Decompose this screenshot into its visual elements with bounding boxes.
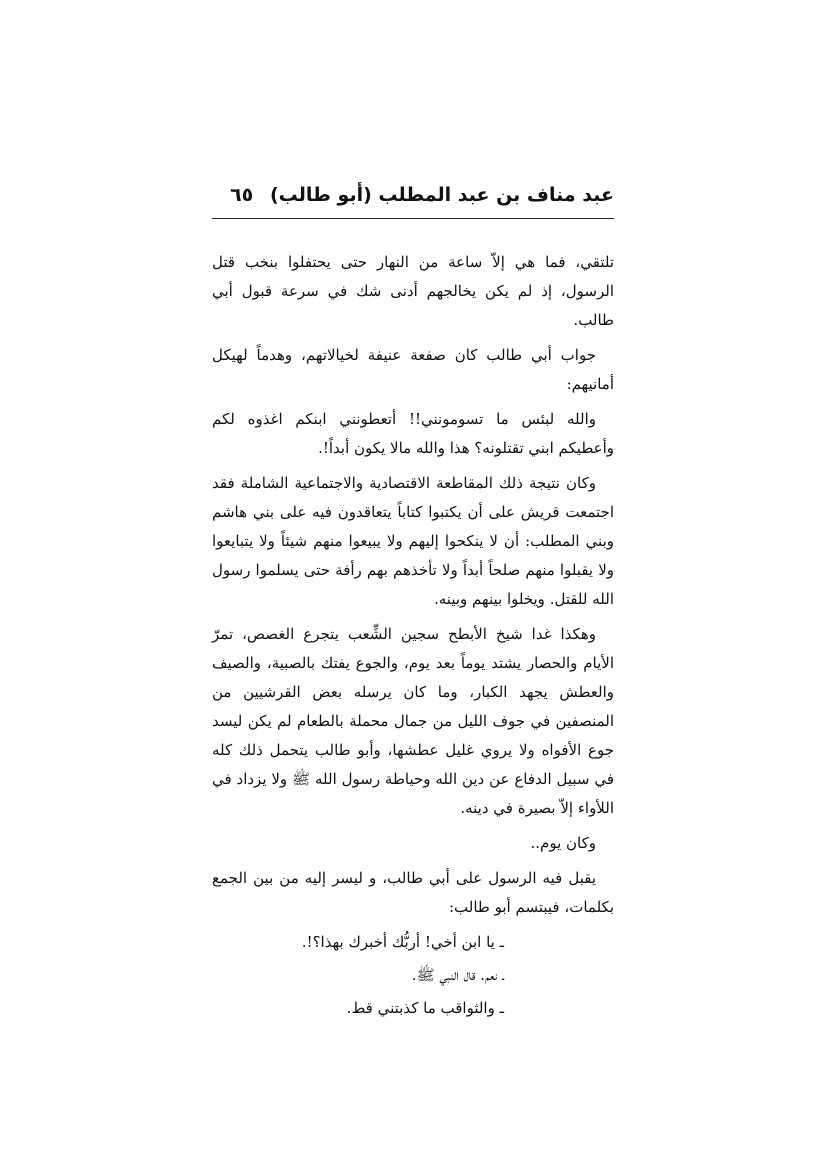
page-number: ٦٥ (230, 184, 254, 206)
page-body (212, 248, 614, 1027)
paragraph: تلتقي، فما هي إلاّ ساعة من النهار حتى يحتفلوا بنخب قتل الرسول، إذ لم يكن يخالجهم أدنى شك في سرعة قبول أبي طالب. (212, 253, 614, 329)
page-header (212, 182, 614, 219)
dialogue-line: ـ نعم. قال النبي ﷺ. (411, 966, 504, 984)
paragraph: وهكذا غدا شيخ الأبطح سجين الشِّعب يتجرع الغصص، تمرّ الأيام والحصار يشتد يوماً بعد يوم، والجوع يفتك بالصبية، والصيف والعطش يجهد الكبار، وما كان يرسله بعض القرشيين من المنصفين في جوف الليل من جمال محملة بالطعام لم يكن ليسد جوع الأفواه ولا يروي غليل عطشها، وأبو طالب يتحمل ذلك كله في سبيل الدفاع عن دين الله وحياطة رسول الله ﷺ ولا يزداد في اللأواء إلاّ بصيرة في دينه. (212, 625, 614, 817)
dialogue-line: ـ يا ابن أخي! أربُّك أخبرك بهذا؟!. (301, 933, 504, 951)
quote-paragraph: والله لبئس ما تسومونني!! أتعطونني ابنكم اغذوه لكم وأعطيكم ابني تقتلونه؟ هذا والله مالا يكون أبداً!. (212, 410, 614, 457)
dialogue-line: ـ والثواقب ما كذبتني قط. (346, 999, 504, 1017)
paragraph: يقبل فيه الرسول على أبي طالب، و ليسر إليه من بين الجمع بكلمات، فيبتسم أبو طالب: (212, 869, 614, 916)
paragraph: جواب أبي طالب كان صفعة عنيفة لخيالاتهم، وهدماً لهيكل أمانيهم: (212, 346, 614, 393)
paragraph: وكان يوم.. (530, 834, 596, 852)
paragraph: وكان نتيجة ذلك المقاطعة الاقتصادية والاجتماعية الشاملة فقد اجتمعت قريش على أن يكتبوا كتاباً يتعاقدون فيه على بني هاشم وبني المطلب: أن لا ينكحوا إليهم ولا يبيعوا منهم شيئاً ولا يتبايعوا ولا يقبلوا منهم صلحاً أبداً ولا تأخذهم بهم رأفة حتى يسلموا رسول الله للقتل. ويخلوا بينهم وبينه. (212, 474, 614, 608)
dialogue-block (212, 928, 614, 1023)
running-title: عبد مناف بن عبد المطلب (أبو طالب) (269, 184, 614, 206)
